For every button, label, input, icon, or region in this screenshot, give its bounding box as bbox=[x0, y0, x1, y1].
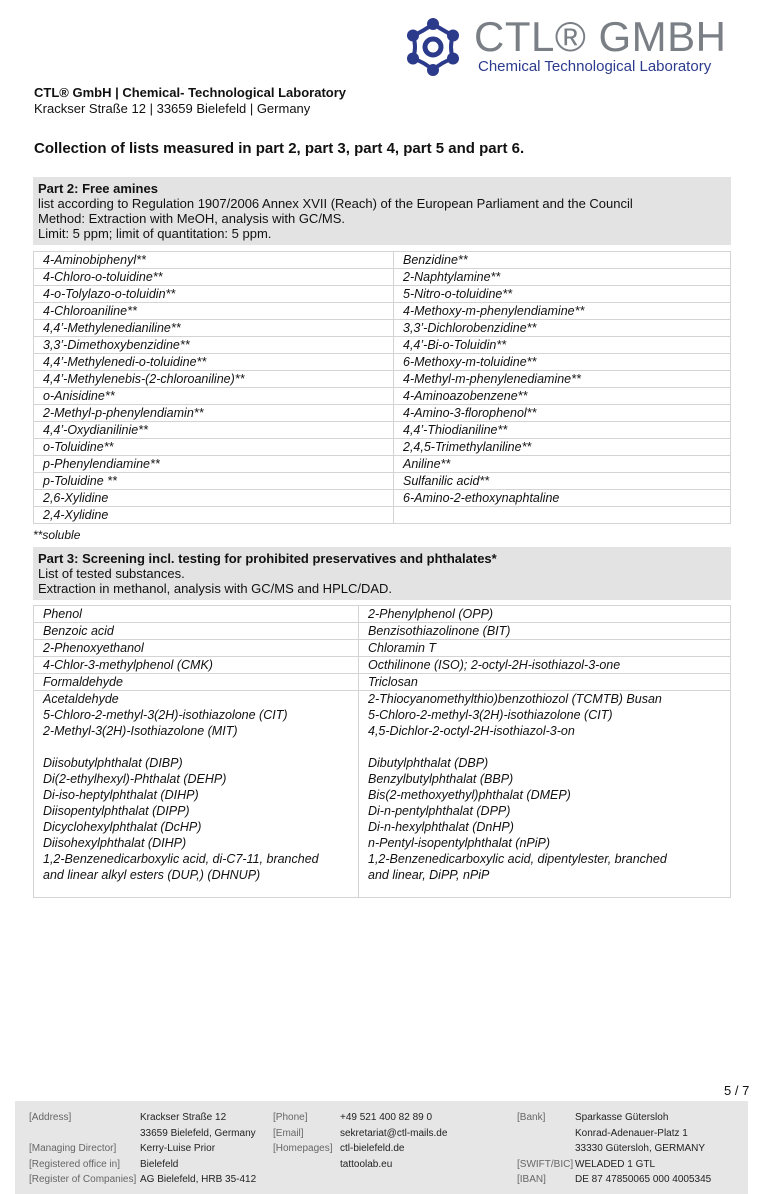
table-row bbox=[34, 320, 731, 337]
substance-cell: 2-Phenylphenol (OPP) bbox=[359, 606, 731, 623]
address-line: Krackser Straße 12 | 33659 Bielefeld | Germany bbox=[34, 101, 311, 116]
substance-line: and linear, DiPP, nPiP bbox=[368, 868, 490, 882]
footer-line: [SWIFT/BIC] bbox=[517, 1158, 574, 1170]
substance-line: Dicyclohexylphthalat (DcHP) bbox=[43, 820, 202, 834]
substance-cell: Octhilinone (ISO); 2-octyl-2H-isothiazol-3-one bbox=[359, 657, 731, 674]
footer-col-labels-bank bbox=[517, 1110, 573, 1188]
substance-cell: Triclosan bbox=[359, 674, 731, 691]
substance-line: 4,5-Dichlor-2-octyl-2H-isothiazol-3-on bbox=[368, 724, 575, 738]
substance-line: Di-n-pentylphthalat (DPP) bbox=[368, 804, 511, 818]
table-row bbox=[34, 337, 731, 354]
ctl-logo-mark-icon bbox=[402, 16, 464, 78]
table-row bbox=[34, 473, 731, 490]
substance-line: n-Pentyl-isopentylphthalat (nPiP) bbox=[368, 836, 551, 850]
footer-line: 33659 Bielefeld, Germany bbox=[140, 1127, 256, 1139]
footer-line: Sparkasse Gütersloh bbox=[575, 1112, 669, 1123]
substance-cell: 4,4’-Oxydianilinie** bbox=[34, 422, 394, 439]
substance-cell: 4,4’-Methylenebis-(2-chloroaniline)** bbox=[34, 371, 394, 388]
company-logo bbox=[402, 14, 742, 80]
footer-line: tattoolab.eu bbox=[340, 1158, 393, 1170]
footer-col-labels-contact bbox=[273, 1110, 332, 1188]
table-row bbox=[34, 657, 731, 674]
logo-name: CTL® GMBH bbox=[474, 13, 727, 60]
footer-line: WELADED 1 GTL bbox=[575, 1158, 656, 1170]
table-row bbox=[34, 303, 731, 320]
substance-cell: 4-Aminobiphenyl** bbox=[34, 252, 394, 269]
footer-col-contact bbox=[340, 1110, 447, 1188]
footer-line: [Registered office in] bbox=[29, 1158, 120, 1170]
substance-line bbox=[368, 739, 721, 755]
part3-line2: Extraction in methanol, analysis with GC/MS and HPLC/DAD. bbox=[38, 581, 393, 596]
substance-line: Dibutylphthalat (DBP) bbox=[368, 756, 489, 770]
table-row bbox=[34, 354, 731, 371]
footer-col-company bbox=[140, 1110, 256, 1188]
substance-cell: 2-Naphtylamine** bbox=[394, 269, 731, 286]
footer-line: [Phone] bbox=[273, 1112, 308, 1123]
substance-cell: Aniline** bbox=[394, 456, 731, 473]
part2-line1: list according to Regulation 1907/2006 Annex XVII (Reach) of the European Parliament and the Council bbox=[38, 196, 633, 211]
table-row bbox=[34, 606, 731, 623]
table-row bbox=[34, 286, 731, 303]
footer-line: 33330 Gütersloh, GERMANY bbox=[575, 1143, 706, 1154]
footer-line bbox=[340, 1172, 447, 1188]
part3-heading: Part 3: Screening incl. testing for prohibited preservatives and phthalates* bbox=[38, 551, 497, 566]
substance-line: Di-iso-heptylphthalat (DIHP) bbox=[43, 788, 199, 802]
logo-subtitle: Chemical Technological Laboratory bbox=[478, 58, 712, 75]
substance-line: 2-Thiocyanomethylthio)benzothiozol (TCMTB) Busan bbox=[368, 692, 662, 706]
footer-line: [Managing Director] bbox=[29, 1143, 117, 1154]
substance-cell: 4-Chloroaniline** bbox=[34, 303, 394, 320]
footer-line: DE 87 47850065 000 4005345 bbox=[575, 1174, 712, 1185]
substance-cell: 4-Amino-3-florophenol** bbox=[394, 405, 731, 422]
part2-line3: Limit: 5 ppm; limit of quantitation: 5 ppm. bbox=[38, 226, 272, 241]
table-row bbox=[34, 507, 731, 524]
footer-line bbox=[273, 1172, 332, 1188]
substance-line: Diisopentylphthalat (DIPP) bbox=[43, 804, 190, 818]
substance-line: 5-Chloro-2-methyl-3(2H)-isothiazolone (CIT) bbox=[43, 708, 288, 722]
substance-cell: 2-Methyl-p-phenylendiamin** bbox=[34, 405, 394, 422]
footer-line: AG Bielefeld, HRB 35-412 bbox=[140, 1174, 257, 1185]
table-row bbox=[34, 371, 731, 388]
substance-cell: 4-Chloro-o-toluidine** bbox=[34, 269, 394, 286]
footer-line: [IBAN] bbox=[517, 1174, 546, 1185]
footer-line: sekretariat@ctl-mails.de bbox=[340, 1127, 448, 1139]
footer-line: [Register of Companies] bbox=[29, 1174, 137, 1185]
substance-cell: 2,4,5-Trimethylaniline** bbox=[394, 439, 731, 456]
footer-line bbox=[517, 1126, 573, 1142]
part2-header bbox=[33, 177, 731, 245]
substance-cell: Phenol bbox=[34, 606, 359, 623]
substance-line: Di(2-ethylhexyl)-Phthalat (DEHP) bbox=[43, 772, 227, 786]
substance-cell: o-Toluidine** bbox=[34, 439, 394, 456]
substance-cell: o-Anisidine** bbox=[34, 388, 394, 405]
part2-heading: Part 2: Free amines bbox=[38, 181, 158, 196]
substance-cell: 4-Methyl-m-phenylenediamine** bbox=[394, 371, 731, 388]
footer-line bbox=[29, 1126, 136, 1142]
substance-cell: 2-Phenoxyethanol bbox=[34, 640, 359, 657]
footer-line: Konrad-Adenauer-Platz 1 bbox=[575, 1127, 688, 1139]
company-address bbox=[34, 85, 346, 117]
soluble-note: **soluble bbox=[33, 528, 81, 542]
table-row bbox=[34, 623, 731, 640]
substance-cell: 2,4-Xylidine bbox=[34, 507, 394, 524]
substance-cell: p-Toluidine ** bbox=[34, 473, 394, 490]
substance-line: 1,2-Benzenedicarboxylic acid, dipentylester, branched bbox=[368, 852, 667, 866]
company-line: CTL® GmbH | Chemical- Technological Laboratory bbox=[34, 85, 347, 100]
substance-cell: 4-o-Tolylazo-o-toluidin** bbox=[34, 286, 394, 303]
substance-cell: Benzidine** bbox=[394, 252, 731, 269]
substance-block-cell bbox=[359, 691, 731, 898]
table-row bbox=[34, 269, 731, 286]
document-title: Collection of lists measured in part 2, part 3, part 4, part 5 and part 6. bbox=[34, 140, 525, 157]
substance-line: Bis(2-methoxyethyl)phthalat (DMEP) bbox=[368, 788, 571, 802]
footer-line bbox=[517, 1141, 573, 1157]
substance-cell: 4-Methoxy-m-phenylendiamine** bbox=[394, 303, 731, 320]
substance-cell: 4-Chlor-3-methylphenol (CMK) bbox=[34, 657, 359, 674]
substance-cell: 2,6-Xylidine bbox=[34, 490, 394, 507]
footer-line: [Email] bbox=[273, 1127, 304, 1139]
footer bbox=[15, 1101, 748, 1194]
table-row bbox=[34, 388, 731, 405]
substance-cell: 4,4’-Thiodianiline** bbox=[394, 422, 731, 439]
table-row-multiline bbox=[34, 691, 731, 898]
substance-cell: 4,4’-Methylenedianiline** bbox=[34, 320, 394, 337]
substance-block-cell bbox=[34, 691, 359, 898]
substance-cell: 4,4’-Bi-o-Toluidin** bbox=[394, 337, 731, 354]
footer-line: Krackser Straße 12 bbox=[140, 1112, 227, 1123]
substance-line: 5-Chloro-2-methyl-3(2H)-isothiazolone (CIT) bbox=[368, 708, 613, 722]
part2-line2: Method: Extraction with MeOH, analysis with GC/MS. bbox=[38, 211, 346, 226]
footer-line: [Homepages] bbox=[273, 1143, 333, 1154]
page-number: 5 / 7 bbox=[724, 1083, 750, 1098]
substance-cell: Benzisothiazolinone (BIT) bbox=[359, 623, 731, 640]
part2-amines-table bbox=[33, 251, 731, 524]
substance-cell: p-Phenylendiamine** bbox=[34, 456, 394, 473]
substance-cell: 4-Aminoazobenzene** bbox=[394, 388, 731, 405]
substance-cell: 3,3’-Dichlorobenzidine** bbox=[394, 320, 731, 337]
substance-line: Di-n-hexylphthalat (DnHP) bbox=[368, 820, 514, 834]
substance-line: 1,2-Benzenedicarboxylic acid, di-C7-11, branched bbox=[43, 852, 319, 866]
part3-header bbox=[33, 547, 731, 600]
footer-line: [Address] bbox=[29, 1112, 72, 1123]
substance-line: 2-Methyl-3(2H)-Isothiazolone (MIT) bbox=[43, 724, 238, 738]
substance-cell: 5-Nitro-o-toluidine** bbox=[394, 286, 731, 303]
substance-line: and linear alkyl esters (DUP,) (DHNUP) bbox=[43, 868, 261, 882]
footer-line: Bielefeld bbox=[140, 1158, 179, 1170]
substance-cell: 4,4’-Methylenedi-o-toluidine** bbox=[34, 354, 394, 371]
footer-line: Kerry-Luise Prior bbox=[140, 1143, 216, 1154]
footer-line bbox=[273, 1157, 332, 1173]
substance-cell: Formaldehyde bbox=[34, 674, 359, 691]
table-row bbox=[34, 252, 731, 269]
substance-cell: Chloramin T bbox=[359, 640, 731, 657]
substance-cell bbox=[394, 507, 731, 524]
footer-col-bank bbox=[575, 1110, 711, 1188]
table-row bbox=[34, 439, 731, 456]
substance-cell: 3,3’-Dimethoxybenzidine** bbox=[34, 337, 394, 354]
table-row bbox=[34, 405, 731, 422]
table-row bbox=[34, 490, 731, 507]
substance-cell: 6-Methoxy-m-toluidine** bbox=[394, 354, 731, 371]
substance-line: Diisobutylphthalat (DIBP) bbox=[43, 756, 183, 770]
substance-line bbox=[43, 739, 349, 755]
table-row bbox=[34, 674, 731, 691]
footer-line: ctl-bielefeld.de bbox=[340, 1143, 405, 1154]
footer-line: +49 521 400 82 89 0 bbox=[340, 1112, 433, 1123]
substance-cell: Benzoic acid bbox=[34, 623, 359, 640]
substance-line: Acetaldehyde bbox=[43, 692, 119, 706]
substance-line: Benzylbutylphthalat (BBP) bbox=[368, 772, 514, 786]
part3-line1: List of tested substances. bbox=[38, 566, 185, 581]
substance-line: Diisohexylphthalat (DIHP) bbox=[43, 836, 187, 850]
table-row bbox=[34, 640, 731, 657]
table-row bbox=[34, 422, 731, 439]
footer-col-labels-left bbox=[29, 1110, 136, 1188]
part3-substances-table bbox=[33, 605, 731, 898]
substance-cell: 6-Amino-2-ethoxynaphtaline bbox=[394, 490, 731, 507]
table-row bbox=[34, 456, 731, 473]
substance-cell: Sulfanilic acid** bbox=[394, 473, 731, 490]
footer-line: [Bank] bbox=[517, 1112, 546, 1123]
